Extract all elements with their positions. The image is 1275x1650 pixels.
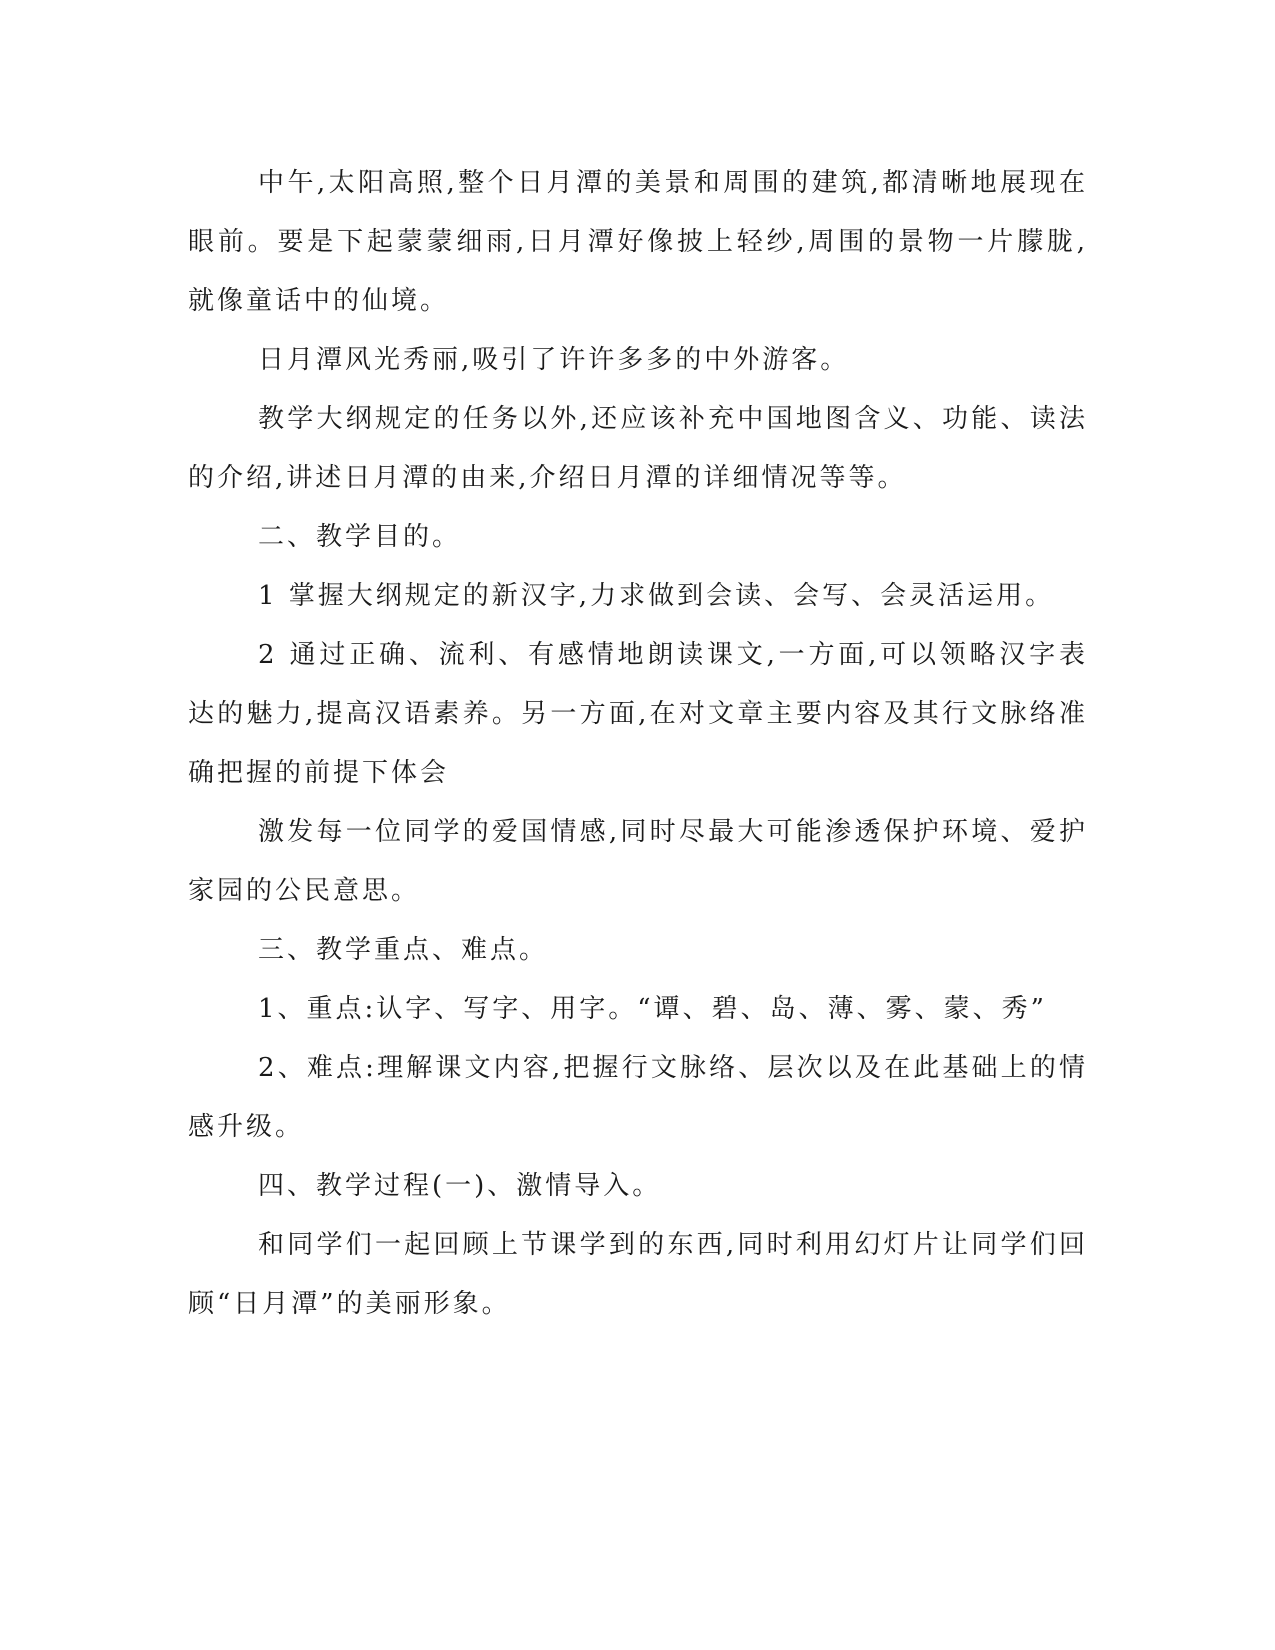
- heading-teaching-goals: 二、教学目的。: [258, 522, 462, 552]
- heading-teaching-process: 四、教学过程(一)、激情导入。: [258, 1171, 662, 1201]
- paragraph-goal-1: 1 掌握大纲规定的新汉字,力求做到会读、会写、会灵活运用。: [258, 581, 1055, 611]
- paragraph-noon-scene: 中午,太阳高照,整个日月潭的美景和周围的建筑,都清晰地展现在眼前。要是下起蒙蒙细雨,日月潭好像披上轻纱,周围的景物一片朦胧,就像童话中的仙境。: [188, 168, 1088, 316]
- paragraph-review: 和同学们一起回顾上节课学到的东西,同时利用幻灯片让同学们回顾“日月潭”的美丽形象。: [188, 1230, 1088, 1319]
- paragraph-scenery-tourists: 日月潭风光秀丽,吸引了许许多多的中外游客。: [258, 345, 850, 375]
- paragraph-supplement-tasks: 教学大纲规定的任务以外,还应该补充中国地图含义、功能、读法的介绍,讲述日月潭的由来,介绍日月潭的详细情况等等。: [188, 404, 1088, 493]
- paragraph-key-point-1: 1、重点:认字、写字、用字。“谭、碧、岛、薄、雾、蒙、秀”: [258, 994, 1047, 1024]
- paragraph-goal-3: 激发每一位同学的爱国情感,同时尽最大可能渗透保护环境、爱护家园的公民意思。: [188, 817, 1088, 906]
- paragraph-key-point-2: 2、难点:理解课文内容,把握行文脉络、层次以及在此基础上的情感升级。: [188, 1053, 1088, 1142]
- paragraph-goal-2: 2 通过正确、流利、有感情地朗读课文,一方面,可以领略汉字表达的魅力,提高汉语素养。另一方面,在对文章主要内容及其行文脉络准确把握的前提下体会: [188, 640, 1088, 788]
- heading-key-points: 三、教学重点、难点。: [258, 935, 549, 965]
- document-body: [188, 154, 1088, 1334]
